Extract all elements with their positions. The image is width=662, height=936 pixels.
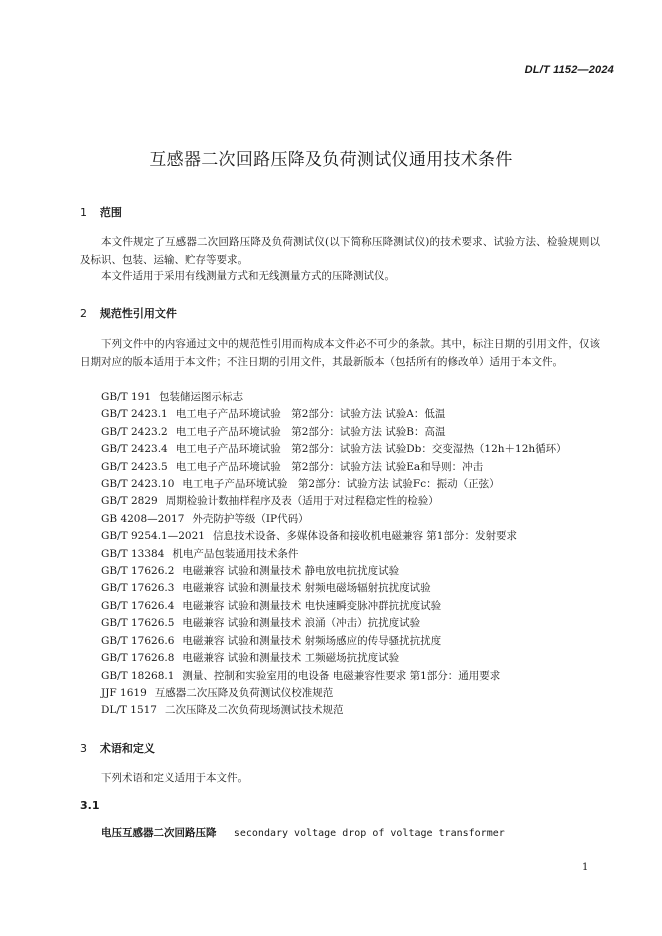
section-number: 3 [80,742,87,755]
reference-title: 电磁兼容 试验和测量技术 电快速瞬变脉冲群抗扰度试验 [182,599,442,612]
reference-item [101,476,567,493]
scope-applicability: 本文件适用于采用有线测量方式和无线测量方式的压降测试仪。 [101,270,395,282]
section-number: 2 [80,307,87,320]
reference-title: 信息技术设备、多媒体设备和接收机电磁兼容 第1部分：发射要求 [212,530,517,543]
reference-code: GB/T 9254.1—2021 [101,530,205,543]
reference-code: GB/T 2423.10 [101,478,175,491]
reference-item [101,441,567,458]
terms-intro: 下列术语和定义适用于本文件。 [101,772,248,784]
reference-code: JJF 1619 [101,686,147,699]
term-number: 3.1 [80,799,100,812]
reference-title: 电磁兼容 试验和测量技术 静电放电抗扰度试验 [182,565,400,578]
reference-code: GB/T 18268.1 [101,669,175,682]
reference-item [101,702,567,719]
section-2-heading [80,305,177,321]
reference-title: 电磁兼容 试验和测量技术 工频磁场抗扰度试验 [182,652,400,665]
reference-code: DL/T 1517 [101,704,157,717]
reference-title: 电磁兼容 试验和测量技术 射频电磁场辐射抗扰度试验 [182,582,431,595]
section-1-heading [80,204,122,220]
reference-title: 电工电子产品环境试验 第2部分：试验方法 试验Db：交变湿热（12h＋12h循环） [175,443,567,456]
reference-item [101,580,567,597]
reference-title: 电工电子产品环境试验 第2部分：试验方法 试验B：高温 [175,425,446,438]
reference-code: GB/T 13384 [101,547,165,560]
reference-title: 周期检验计数抽样程序及表（适用于对过程稳定性的检验） [165,495,439,508]
reference-list [101,389,567,720]
reference-title: 包装储运图示标志 [159,391,244,403]
reference-code: GB 4208—2017 [101,512,185,525]
reference-code: GB/T 2423.4 [101,443,168,456]
reference-item [101,459,567,476]
standard-code: DL/T 1152—2024 [524,64,614,76]
reference-title: 机电产品包装通用技术条件 [172,547,299,560]
section-title: 范围 [99,206,122,219]
reference-code: GB/T 17626.2 [101,565,175,578]
reference-title: 二次压降及二次负荷现场测试技术规范 [165,704,344,717]
reference-item [101,598,567,615]
section-number: 1 [80,206,87,219]
term-entry [101,825,505,840]
reference-code: GB/T 191 [101,391,152,403]
section-3-heading [80,740,155,756]
reference-title: 电磁兼容 试验和测量技术 射频场感应的传导骚扰抗扰度 [182,634,442,647]
reference-title: 互感器二次压降及负荷测试仪校准规范 [154,686,334,699]
reference-item [101,493,567,510]
reference-code: GB/T 2829 [101,495,158,508]
scope-paragraph: 本文件规定了互感器二次回路压降及负荷测试仪(以下简称压降测试仪)的技术要求、试验方法、检验规则以及标识、包装、运输、贮存等要求。 [80,236,600,266]
reference-code: GB/T 2423.2 [101,425,168,438]
term-english: secondary voltage drop of voltage transformer [233,828,505,839]
reference-code: GB/T 2423.1 [101,408,168,421]
reference-title: 电磁兼容 试验和测量技术 浪涌（冲击）抗扰度试验 [182,617,421,630]
reference-item [101,615,567,632]
reference-item [101,668,567,685]
reference-title: 外壳防护等级（IP代码） [192,512,309,525]
reference-title: 电工电子产品环境试验 第2部分：试验方法 试验Fc：振动（正弦） [182,478,500,491]
reference-code: GB/T 17626.3 [101,582,175,595]
section-title: 规范性引用文件 [99,307,177,320]
reference-item [101,389,567,406]
reference-code: GB/T 2423.5 [101,460,168,473]
reference-item [101,650,567,667]
reference-item [101,633,567,650]
page-number: 1 [582,862,589,873]
reference-item [101,528,567,545]
document-title: 互感器二次回路压降及负荷测试仪通用技术条件 [149,150,513,170]
reference-item [101,511,567,528]
reference-title: 电工电子产品环境试验 第2部分：试验方法 试验Ea和导则：冲击 [175,460,484,473]
reference-item [101,406,567,423]
reference-code: GB/T 17626.8 [101,652,175,665]
reference-item [101,424,567,441]
reference-item [101,685,567,702]
reference-title: 测量、控制和实验室用的电设备 电磁兼容性要求 第1部分：通用要求 [182,669,501,682]
reference-code: GB/T 17626.6 [101,634,175,647]
reference-item [101,546,567,563]
reference-title: 电工电子产品环境试验 第2部分：试验方法 试验A：低温 [175,408,446,421]
section-title: 术语和定义 [99,742,155,755]
reference-code: GB/T 17626.4 [101,599,175,612]
references-intro: 下列文件中的内容通过文中的规范性引用而构成本文件必不可少的条款。其中，标注日期的引用文件，仅该日期对应的版本适用于本文件；不注日期的引用文件，其最新版本（包括所有的修改单）适用于本文件。 [80,338,600,368]
reference-code: GB/T 17626.5 [101,617,175,630]
term-chinese: 电压互感器二次回路压降 [101,827,217,839]
reference-item [101,563,567,580]
